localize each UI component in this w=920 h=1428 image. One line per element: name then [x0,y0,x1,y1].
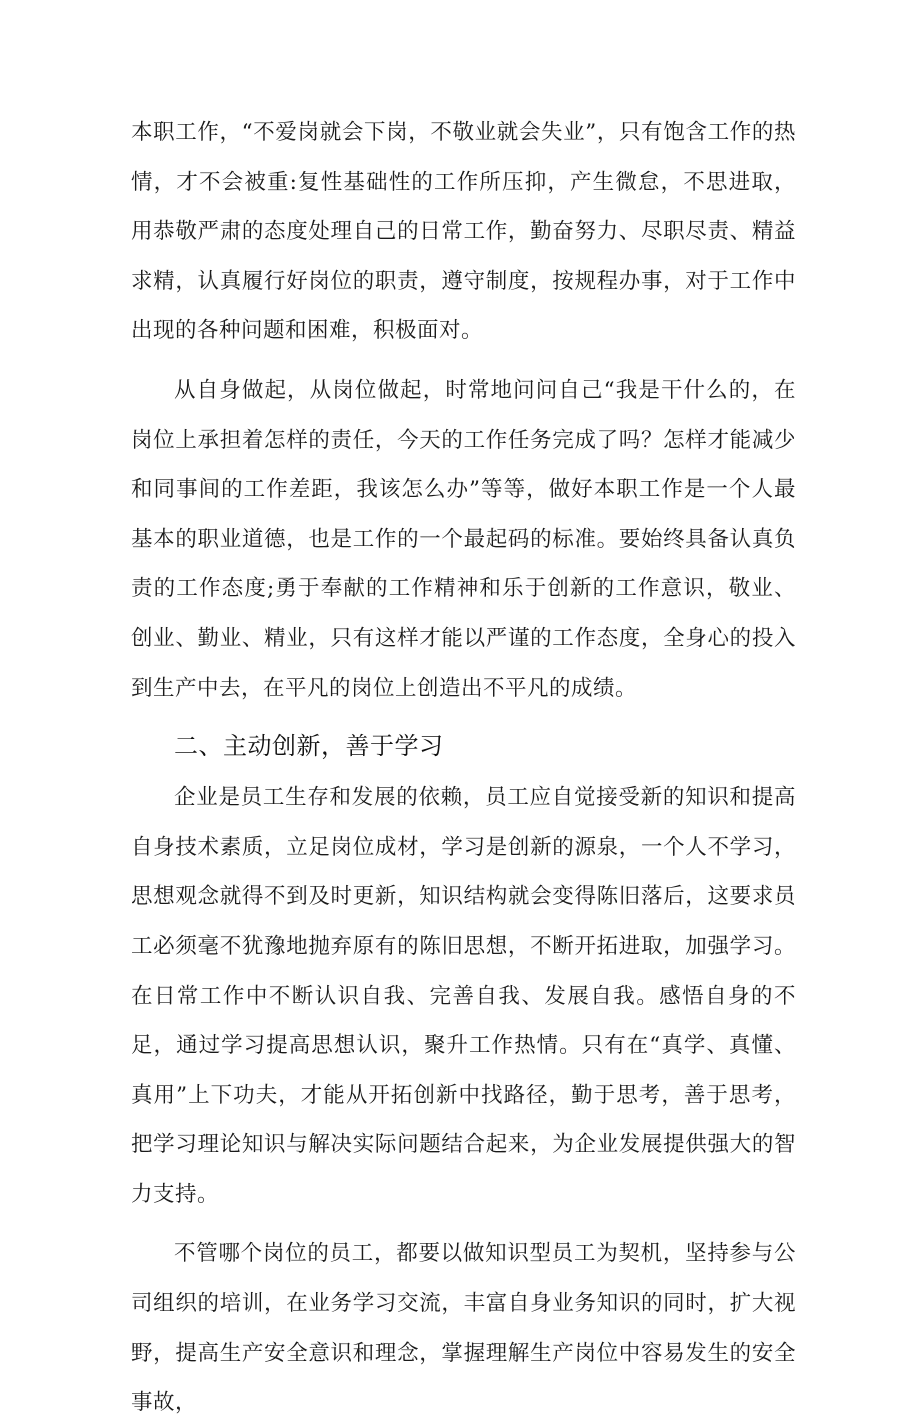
paragraph-training: 不管哪个岗位的员工，都要以做知识型员工为契机，坚持参与公司组织的培训，在业务学习交流，丰富自身业务知识的同时，扩大视野，提高生产安全意识和理念，掌握理解生产岗位中容易发生的安全事故， [131,1241,796,1416]
section-heading-innovation: 二、主动创新，善于学习 [174,732,444,761]
paragraph-learning: 企业是员工生存和发展的依赖，员工应自觉接受新的知识和提高自身技术素质，立足岗位成材，学习是创新的源泉，一个人不学习，思想观念就得不到及时更新，知识结构就会变得陈旧落后，这要求员工必须毫不犹豫地抛弃原有的陈旧思想，不断开拓进取，加强学习。在日常工作中不断认识自我、完善自我、发展自我。感悟自身的不足，通过学习提高思想认识，聚升工作热情。只有在“真学、真懂、真用”上下功夫，才能从开拓创新中找路径，勤于思考，善于思考，把学习理论知识与解决实际问题结合起来，为企业发展提供强大的智力支持。 [131,785,796,1207]
paragraph-self-start: 从自身做起，从岗位做起，时常地问问自己“我是干什么的，在岗位上承担着怎样的责任，今天的工作任务完成了吗？怎样才能减少和同事间的工作差距，我该怎么办”等等，做好本职工作是一个人最基本的职业道德，也是工作的一个最起码的标准。要始终具备认真负责的工作态度;勇于奉献的工作精神和乐于创新的工作意识，敬业、创业、勤业、精业，只有这样才能以严谨的工作态度，全身心的投入到生产中去，在平凡的岗位上创造出不平凡的成绩。 [131,377,796,701]
document-body [131,108,796,1428]
paragraph-job-enthusiasm: 本职工作，“不爱岗就会下岗，不敬业就会失业”，只有饱含工作的热情，才不会被重:复性基础性的工作所压抑，产生微怠，不思进取，用恭敬严肃的态度处理自己的日常工作，勤奋努力、尽职尽责、精益求精，认真履行好岗位的职责，遵守制度，按规程办事，对于工作中出现的各种问题和困难，积极面对。 [131,120,796,344]
